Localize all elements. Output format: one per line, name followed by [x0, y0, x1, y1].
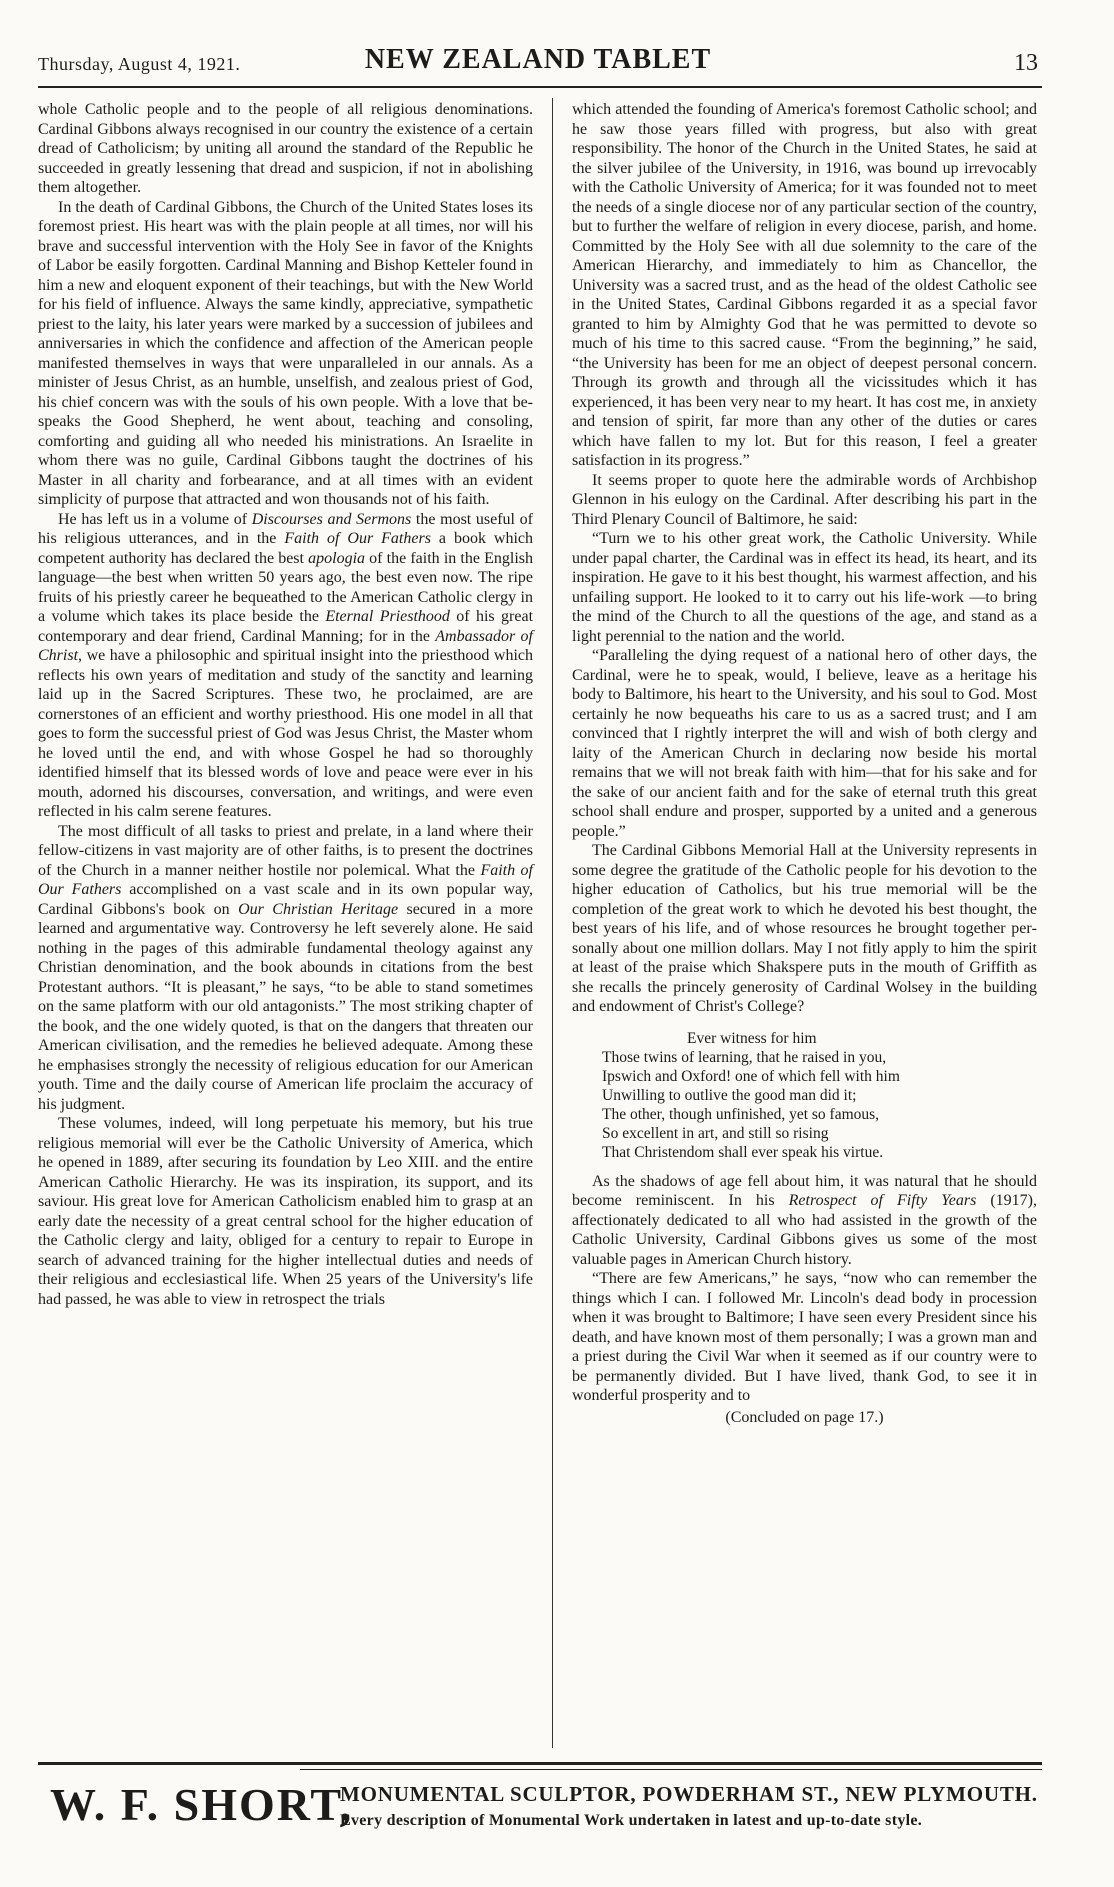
- advert-headline: MONUMENTAL SCULPTOR, POWDERHAM ST., NEW PLYMOUTH.: [340, 1782, 1038, 1806]
- continuation-note: (Concluded on page 17.): [725, 1408, 884, 1426]
- newspaper-title: NEW ZEALAND TABLET: [364, 44, 712, 75]
- masthead-rule: [38, 86, 1042, 88]
- masthead: [38, 42, 1038, 82]
- poem-line: Ipswich and Oxford! one of which fell with him: [602, 1067, 900, 1085]
- text-run: accomplished on a vast scale and in its own popular way, Cardinal Gibbons's book on: [38, 881, 534, 918]
- text-run: He has left us in a volume of: [58, 510, 252, 528]
- issue-date: Thursday, August 4, 1921.: [38, 54, 241, 74]
- quoted-paragraph: “Turn we to his other great work, the Catholic University. While under papal charter, the Cardinal was in effect its head, its heart, and its inspiration. He gave to it his best thought, his warmest affection, and his unfailing support. He looked to it to carry out his life-work —to bring the mind of the Church to all the questions of the age, and stand as a light perennial to the nation and the world.: [572, 530, 1037, 645]
- text-run: secured in a more learned and argumentative way. Controversy he left severely alone. He said nothing in the pages of this admirable fundamental theology against any Christian denomination, and the book abounds in citations from the best Protestant authors. “It is pleasant,” he says, “to be able to stand sometimes on the same platform with our old antagonists.” The most striking chapter of the book, and the one widely quoted, is that on the dangers that threaten our American civilisation, and the remedies he believed adequate. Among these he emphasises strongly the necessity of religious education for our American youth. Time and the daily course of American life proclaim the accuracy of his judgment.: [38, 900, 533, 1113]
- book-title: Discourses and Sermons: [251, 510, 412, 528]
- book-title: Our Christian Heritage: [238, 900, 399, 918]
- text-run: The most difficult of all tasks to priest and prelate, in a land where their fellow-citizens in vast majority are of other faiths, is to present the doctrines of the Church in a manner neither hostile nor polemical. What the: [38, 822, 533, 879]
- book-title: Eternal Priesthood: [325, 608, 450, 625]
- article-paragraph: [38, 822, 533, 1115]
- poem-line: That Christendom shall ever speak his virtue.: [602, 1143, 884, 1161]
- advert-rule-thin: [300, 1769, 1042, 1770]
- text-run: of the faith in the English language—the best when written 50 years ago, the best even now. The ripe fruits of his priestly career he bequeathed to the American Catholic clergy in a volume which takes its place beside the: [38, 549, 534, 625]
- advert-business-name: W. F. SHORT,: [50, 1779, 354, 1830]
- poem-line: So excellent in art, and still so rising: [602, 1124, 829, 1142]
- article-paragraph: In the death of Cardinal Gibbons, the Church of the United States loses its foremost priest. His heart was with the plain people at all times, nor will his brave and successful intervention with the Holy See in favor of the Knights of Labor be easily forgotten. Cardinal Manning and Bishop Ketteler found in him a new and eloquent exponent of their teachings, but with the New World for his field of influence. Always the same kindly, appreciative, sympathetic priest to the laity, his later years were marked by a succession of jubilees and anniversaries in which the confidence and affection of the American people manifested themselves in ways that were unparalleled in our annals. As a minister of Jesus Christ, as an humble, unselfish, and zealous priest of God, his chief concern was with the souls of his own people. With a love that bespeaks the Good Shepherd, he went about, teaching and consoling, comforting and guiding all who needed his ministrations. An Israelite in whom there was no guile, Cardinal Gibbons taught the doctrines of his Master in all charity and forbearance, and at all times with an evident simplicity of purpose that attracted and won thousands not of his faith.: [38, 198, 533, 508]
- poem-line: Ever witness for him: [687, 1029, 817, 1047]
- page-number: 13: [1014, 50, 1038, 76]
- article-paragraph: [38, 510, 533, 822]
- poem-quotation: [572, 1029, 1037, 1162]
- text-run: of his great contemporary and dear friend, Cardinal Manning; for in the: [38, 608, 534, 645]
- right-column: [572, 100, 1037, 1427]
- article-paragraph: These volumes, indeed, will long perpetuate his memory, but his true religious memorial will ever be the Catholic University of America, which he opened in 1889, after securing its foundation by Leo XIII. and the entire American Catholic Hierarchy. He was its inspiration, its support, and its saviour. His great love for American Catholicism enabled him to grasp at an early date the necessity of a great central school for the higher education of the Catholic clergy and laity, obliged for a century to repair to Europe in search of advanced training for the higher intellectual duties and needs of their religious and ecclesiastical life. When 25 years of the University's life had passed, he was able to view in retrospect the trials: [38, 1115, 533, 1308]
- poem-line: Those twins of learning, that he raised in you,: [602, 1048, 887, 1066]
- text-run: As the shadows of age fell about him, it was natural that he should become reminiscent. In his: [572, 1172, 1037, 1209]
- book-title: Retrospect of Fifty Years: [788, 1192, 977, 1209]
- column-divider: [552, 98, 553, 1748]
- quoted-paragraph: “Paralleling the dying request of a national hero of other days, the Cardinal, were he to speak, would, I believe, leave as a heritage his body to Baltimore, his heart to the University, and his soul to God. Most certainly he now bequeaths his care to us as a sacred trust; and I am convinced that I rightly interpret the will and wish of both clergy and laity of the American Church in declaring now beside his mortal remains that we will not break faith with him—that for his sake and for the sake of our ancient faith and for the sake of eternal truth this great school shall endure and prosper, supported by a united and a generous people.”: [572, 647, 1037, 840]
- article-paragraph: The Cardinal Gibbons Memorial Hall at the University represents in some degree the gratitude of the Catholic people for his devotion to the higher education of Catholics, but his true memorial will be the completion of the great work to which he devoted his best thought, the best years of his life, and of whose resources he brought together personally about one million dollars. May I not fitly apply to him the spirit at least of the praise which Shakspere puts in the mouth of Griffith as she recalls the princely generosity of Cardinal Wolsey in the building and endowment of Christ's College?: [572, 842, 1037, 1015]
- poem-line: Unwilling to outlive the good man did it;: [602, 1086, 857, 1104]
- article-paragraph: [572, 1172, 1037, 1270]
- text-run: a book which competent authority has declared the best: [38, 530, 534, 567]
- left-column: [38, 100, 533, 1309]
- book-title: Faith of Our Fathers: [284, 530, 431, 547]
- article-paragraph: which attended the founding of America's foremost Catholic school; and he saw those years filled with progress, but also with great responsibility. The honor of the Church in the United States, he said at the silver jubilee of the University, in 1916, was bound up irrevocably with the Catholic University of America; for it was founded not to meet the needs of a single diocese nor of any particular section of the country, but to further the welfare of religion in every diocese, parish, and home. Committed by the Holy See with all due solemnity to the care of the American Hierarchy, and immediately to him as Chancellor, the University was a sacred trust, and as the head of the oldest Catholic see in the United States, Cardinal Gibbons regarded it as a special favor granted to him by Almighty God that he was permitted to devote so much of his time to this sacred cause. “From the beginning,” he said, “the University has been for me an object of deepest personal concern. Through its growth and through all the vicissitudes which it has experienced, it has been very near to my heart. It has cost me, in anxiety and tension of spirit, far more than any other of the duties or cares which have fallen to my lot. But for this reason, I feel a greater satisfaction in its progress.”: [572, 101, 1037, 469]
- text-run: , we have a philosophic and spiritual insight into the priesthood which reflects his own years of meditation and study of the sanctity and learning laid up in the Sacred Scriptures. These two, he proclaimed, are are cornerstones of an efficient and worthy priesthood. His one model in all that goes to form the successful priest of God was Jesus Christ, the Master whom he loved until the end, and with whose Gospel he had so thoroughly identified himself that its blessed words of love and peace were ever in his mouth, adorned his discourses, conversation, and writings, and were even reflected in his calm serene features.: [38, 647, 533, 820]
- text-run: (1917), affectionately dedicated to all who had assisted in the growth of the Catholic University, Cardinal Gibbons gives us some of the most valuable pages in American Church history.: [572, 1192, 1038, 1268]
- article-paragraph: whole Catholic people and to the people of all religious denominations. Cardinal Gibbons always recognised in our country the existence of a certain dread of Catholicism; by uniting all around the standard of the Republic he succeeded in greatly lessening that dread and suspicion, if not in abolishing them altogether.: [38, 101, 533, 196]
- book-title: Ambassador of Christ: [38, 627, 533, 664]
- italic-term: apologia: [308, 549, 366, 567]
- book-title: Faith of Our Fathers: [38, 861, 534, 898]
- advert-rule: [38, 1762, 1042, 1765]
- poem-line: The other, though unfinished, yet so famous,: [602, 1105, 880, 1123]
- advert-tagline: Every description of Monumental Work undertaken in latest and up-to-date style.: [340, 1812, 923, 1829]
- article-paragraph: “There are few Americans,” he says, “now who can remember the things which I can. I followed Mr. Lincoln's dead body in procession when it was brought to Baltimore; I have seen every President since his death, and have known most of them personally; I was a grown man and a priest during the Civil War when it seemed as if our country were to be permanently divided. But I have lived, thank God, to see it in wonderful prosperity and to: [572, 1270, 1037, 1404]
- article-paragraph: It seems proper to quote here the admirable words of Archbishop Glennon in his eulogy on the Cardinal. After describing his part in the Third Plenary Council of Baltimore, he said:: [572, 471, 1037, 528]
- text-run: the most useful of his religious utterances, and in the: [38, 510, 533, 547]
